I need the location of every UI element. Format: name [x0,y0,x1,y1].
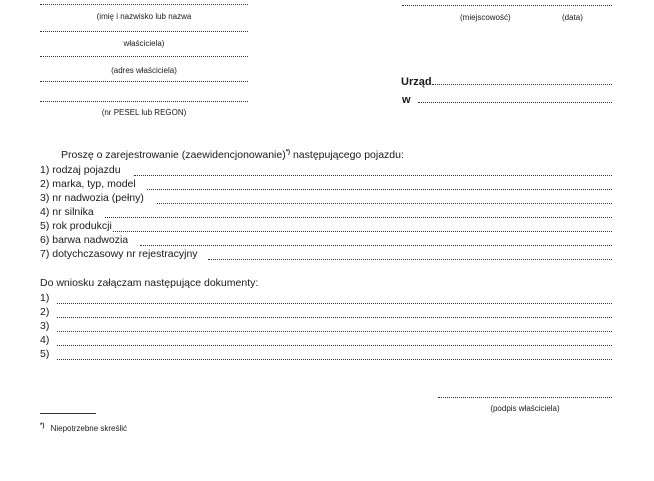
attachment-number: 4) [40,334,50,346]
request-text-after: następującego pojazdu: [292,149,404,161]
office-label: Urząd [401,76,432,88]
attachment-number: 2) [40,306,50,318]
vehicle-field-label: 3) nr nadwozia (pełny) [40,192,144,204]
owner-id-caption: (nr PESEL lub REGON) [101,108,187,117]
request-text [61,149,404,161]
owner-name-caption-2: właściciela) [123,39,165,48]
attachment-line[interactable] [57,359,612,360]
owner-address-line-2[interactable] [40,81,248,82]
vehicle-field-line[interactable] [134,175,612,176]
owner-id-line[interactable] [40,101,248,102]
date-caption: (data) [562,13,583,22]
owner-name-line-2[interactable] [40,31,248,32]
office-in-line[interactable] [418,102,612,103]
signature-caption: (podpis właściciela) [490,404,560,413]
footnote [40,423,127,433]
owner-address-line-1[interactable] [40,56,248,57]
place-date-line[interactable] [402,5,612,6]
request-footnote-mark: *) [285,149,291,156]
attachment-number: 3) [40,320,50,332]
vehicle-field-line[interactable] [140,245,612,246]
footnote-mark: *) [40,423,45,429]
vehicle-field-line[interactable] [105,217,612,218]
vehicle-field-line[interactable] [113,231,612,232]
vehicle-field-line[interactable] [147,189,612,190]
vehicle-field-label: 4) nr silnika [40,206,94,218]
footnote-rule [40,413,96,414]
office-in-label: w [402,94,411,106]
attachment-line[interactable] [57,331,612,332]
vehicle-field-line[interactable] [208,259,612,260]
owner-address-caption: (adres właściciela) [111,66,177,75]
footnote-text: Niepotrzebne skreślić [50,423,128,433]
attachments-heading: Do wniosku załączam następujące dokumenty: [40,277,259,289]
attachment-number: 5) [40,348,50,360]
attachment-line[interactable] [57,317,612,318]
attachment-line[interactable] [57,345,612,346]
owner-name-caption-1: (imię i nazwisko lub nazwa [96,12,192,21]
attachment-line[interactable] [57,303,612,304]
vehicle-field-label: 2) marka, typ, model [40,178,136,190]
attachment-number: 1) [40,292,50,304]
request-text-before: Proszę o zarejestrowanie (zaewidencjonowanie) [61,149,286,161]
vehicle-field-label: 7) dotychczasowy nr rejestracyjny [40,248,198,260]
vehicle-field-label: 6) barwa nadwozia [40,234,129,246]
signature-line[interactable] [438,397,612,398]
vehicle-field-label: 1) rodzaj pojazdu [40,164,121,176]
vehicle-field-line[interactable] [157,203,612,204]
place-caption: (miejscowość) [460,13,511,22]
office-line[interactable] [432,84,612,85]
vehicle-field-label: 5) rok produkcji [40,220,112,232]
owner-name-line-1[interactable] [40,4,248,5]
